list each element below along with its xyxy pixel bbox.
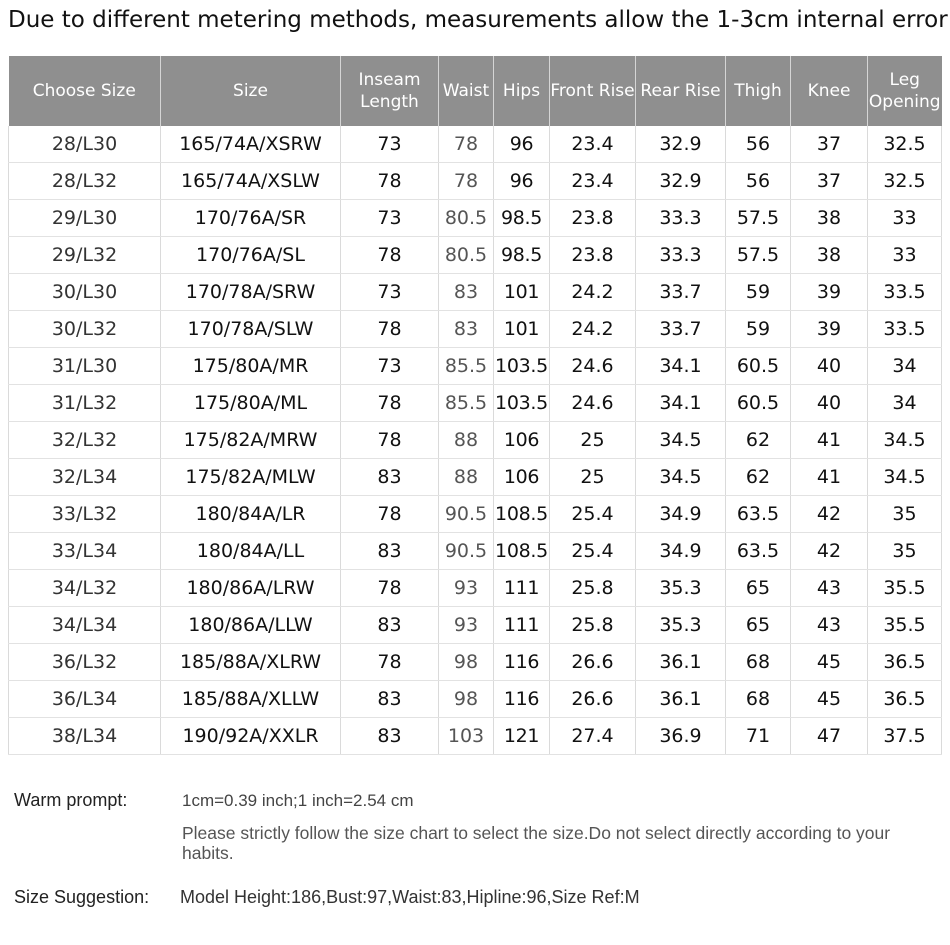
table-row [9, 422, 942, 459]
chart-headline: Due to different metering methods, measurements allow the 1-3cm internal error [8, 7, 948, 33]
cell-waist: 88 [439, 459, 494, 496]
cell-hips: 111 [494, 607, 550, 644]
cell-inseam: 83 [341, 681, 439, 718]
cell-waist: 85.5 [439, 348, 494, 385]
cell-thigh: 65 [726, 607, 791, 644]
cell-knee: 45 [791, 681, 868, 718]
table-row [9, 163, 942, 200]
cell-choose: 32/L32 [9, 422, 161, 459]
cell-waist: 80.5 [439, 237, 494, 274]
cell-choose: 29/L30 [9, 200, 161, 237]
cell-thigh: 57.5 [726, 200, 791, 237]
cell-waist: 80.5 [439, 200, 494, 237]
cell-thigh: 60.5 [726, 348, 791, 385]
cell-front-rise: 23.4 [550, 163, 636, 200]
header-rear-rise: Rear Rise [636, 56, 726, 126]
cell-front-rise: 25.4 [550, 496, 636, 533]
table-row [9, 200, 942, 237]
cell-inseam: 78 [341, 385, 439, 422]
unit-conversion-note: 1cm=0.39 inch;1 inch=2.54 cm [182, 791, 414, 810]
cell-size: 165/74A/XSLW [161, 163, 341, 200]
cell-leg-opening: 35.5 [868, 570, 942, 607]
table-row [9, 496, 942, 533]
cell-choose: 36/L32 [9, 644, 161, 681]
table-row [9, 126, 942, 163]
cell-leg-opening: 33.5 [868, 311, 942, 348]
cell-front-rise: 23.8 [550, 200, 636, 237]
cell-size: 185/88A/XLLW [161, 681, 341, 718]
cell-size: 175/82A/MLW [161, 459, 341, 496]
cell-size: 170/76A/SL [161, 237, 341, 274]
cell-choose: 30/L32 [9, 311, 161, 348]
cell-size: 180/86A/LLW [161, 607, 341, 644]
cell-hips: 103.5 [494, 385, 550, 422]
table-row [9, 274, 942, 311]
cell-knee: 43 [791, 607, 868, 644]
cell-choose: 38/L34 [9, 718, 161, 755]
cell-hips: 108.5 [494, 496, 550, 533]
cell-front-rise: 27.4 [550, 718, 636, 755]
table-row [9, 681, 942, 718]
cell-front-rise: 24.2 [550, 311, 636, 348]
table-body [9, 126, 942, 755]
cell-waist: 78 [439, 163, 494, 200]
table-row [9, 533, 942, 570]
header-hips: Hips [494, 56, 550, 126]
cell-choose: 31/L32 [9, 385, 161, 422]
cell-rear-rise: 33.3 [636, 237, 726, 274]
cell-thigh: 62 [726, 459, 791, 496]
cell-front-rise: 25.8 [550, 607, 636, 644]
cell-leg-opening: 35.5 [868, 607, 942, 644]
cell-inseam: 78 [341, 422, 439, 459]
cell-leg-opening: 33 [868, 200, 942, 237]
cell-waist: 98 [439, 681, 494, 718]
cell-hips: 98.5 [494, 237, 550, 274]
cell-choose: 28/L32 [9, 163, 161, 200]
cell-rear-rise: 34.9 [636, 533, 726, 570]
cell-hips: 96 [494, 126, 550, 163]
table-row [9, 718, 942, 755]
cell-inseam: 73 [341, 274, 439, 311]
cell-front-rise: 25 [550, 459, 636, 496]
cell-size: 180/84A/LR [161, 496, 341, 533]
cell-waist: 93 [439, 570, 494, 607]
cell-knee: 43 [791, 570, 868, 607]
cell-waist: 90.5 [439, 533, 494, 570]
cell-front-rise: 24.2 [550, 274, 636, 311]
cell-rear-rise: 34.5 [636, 422, 726, 459]
header-leg-opening: Leg Opening [868, 56, 942, 126]
cell-knee: 42 [791, 533, 868, 570]
cell-inseam: 78 [341, 644, 439, 681]
cell-size: 170/76A/SR [161, 200, 341, 237]
header-size: Size [161, 56, 341, 126]
table-row [9, 311, 942, 348]
cell-waist: 78 [439, 126, 494, 163]
cell-front-rise: 26.6 [550, 681, 636, 718]
cell-thigh: 65 [726, 570, 791, 607]
cell-hips: 106 [494, 459, 550, 496]
table-row [9, 607, 942, 644]
cell-knee: 40 [791, 385, 868, 422]
cell-thigh: 62 [726, 422, 791, 459]
cell-inseam: 73 [341, 126, 439, 163]
cell-inseam: 78 [341, 311, 439, 348]
cell-hips: 116 [494, 644, 550, 681]
cell-rear-rise: 34.9 [636, 496, 726, 533]
model-measurements: Model Height:186,Bust:97,Waist:83,Hipline:96,Size Ref:M [180, 887, 640, 907]
cell-rear-rise: 34.5 [636, 459, 726, 496]
cell-inseam: 83 [341, 607, 439, 644]
cell-thigh: 57.5 [726, 237, 791, 274]
header-front-rise: Front Rise [550, 56, 636, 126]
cell-hips: 116 [494, 681, 550, 718]
size-chart-table [8, 56, 942, 755]
cell-rear-rise: 34.1 [636, 348, 726, 385]
header-choose-size: Choose Size [9, 56, 161, 126]
cell-knee: 40 [791, 348, 868, 385]
cell-leg-opening: 34 [868, 385, 942, 422]
cell-thigh: 59 [726, 311, 791, 348]
cell-knee: 37 [791, 126, 868, 163]
cell-inseam: 83 [341, 718, 439, 755]
cell-inseam: 78 [341, 570, 439, 607]
cell-knee: 41 [791, 459, 868, 496]
table-row [9, 459, 942, 496]
cell-inseam: 83 [341, 533, 439, 570]
cell-inseam: 73 [341, 200, 439, 237]
cell-knee: 38 [791, 237, 868, 274]
cell-choose: 28/L30 [9, 126, 161, 163]
cell-rear-rise: 35.3 [636, 607, 726, 644]
cell-waist: 103 [439, 718, 494, 755]
cell-size: 180/84A/LL [161, 533, 341, 570]
cell-thigh: 68 [726, 644, 791, 681]
table-row [9, 570, 942, 607]
cell-knee: 39 [791, 311, 868, 348]
cell-rear-rise: 36.9 [636, 718, 726, 755]
cell-waist: 83 [439, 311, 494, 348]
cell-size: 185/88A/XLRW [161, 644, 341, 681]
cell-leg-opening: 37.5 [868, 718, 942, 755]
cell-waist: 98 [439, 644, 494, 681]
cell-leg-opening: 34.5 [868, 459, 942, 496]
cell-size: 175/82A/MRW [161, 422, 341, 459]
cell-size: 170/78A/SRW [161, 274, 341, 311]
header-knee: Knee [791, 56, 868, 126]
cell-choose: 31/L30 [9, 348, 161, 385]
cell-size: 175/80A/MR [161, 348, 341, 385]
cell-choose: 30/L30 [9, 274, 161, 311]
cell-rear-rise: 33.7 [636, 274, 726, 311]
cell-rear-rise: 36.1 [636, 644, 726, 681]
cell-hips: 96 [494, 163, 550, 200]
cell-leg-opening: 36.5 [868, 644, 942, 681]
cell-waist: 90.5 [439, 496, 494, 533]
cell-choose: 36/L34 [9, 681, 161, 718]
cell-inseam: 78 [341, 496, 439, 533]
cell-thigh: 59 [726, 274, 791, 311]
cell-waist: 93 [439, 607, 494, 644]
cell-front-rise: 25 [550, 422, 636, 459]
cell-waist: 88 [439, 422, 494, 459]
cell-size: 190/92A/XXLR [161, 718, 341, 755]
cell-thigh: 60.5 [726, 385, 791, 422]
cell-leg-opening: 32.5 [868, 126, 942, 163]
cell-waist: 85.5 [439, 385, 494, 422]
cell-hips: 111 [494, 570, 550, 607]
cell-choose: 32/L34 [9, 459, 161, 496]
cell-thigh: 71 [726, 718, 791, 755]
cell-rear-rise: 36.1 [636, 681, 726, 718]
warm-prompt-label: Warm prompt: [14, 790, 128, 810]
cell-rear-rise: 32.9 [636, 163, 726, 200]
cell-rear-rise: 33.3 [636, 200, 726, 237]
header-thigh: Thigh [726, 56, 791, 126]
cell-hips: 108.5 [494, 533, 550, 570]
cell-hips: 101 [494, 274, 550, 311]
cell-leg-opening: 35 [868, 496, 942, 533]
cell-knee: 37 [791, 163, 868, 200]
cell-thigh: 68 [726, 681, 791, 718]
size-selection-advice: Please strictly follow the size chart to select the size.Do not select directly according to your habits. [182, 823, 891, 863]
table-row [9, 237, 942, 274]
cell-hips: 98.5 [494, 200, 550, 237]
cell-knee: 38 [791, 200, 868, 237]
cell-hips: 106 [494, 422, 550, 459]
cell-thigh: 63.5 [726, 533, 791, 570]
cell-choose: 34/L34 [9, 607, 161, 644]
cell-front-rise: 26.6 [550, 644, 636, 681]
cell-thigh: 56 [726, 126, 791, 163]
table-row [9, 644, 942, 681]
cell-knee: 45 [791, 644, 868, 681]
cell-leg-opening: 34.5 [868, 422, 942, 459]
cell-thigh: 56 [726, 163, 791, 200]
cell-front-rise: 23.4 [550, 126, 636, 163]
cell-size: 170/78A/SLW [161, 311, 341, 348]
cell-rear-rise: 34.1 [636, 385, 726, 422]
cell-thigh: 63.5 [726, 496, 791, 533]
table-header-row [9, 56, 942, 126]
header-waist: Waist [439, 56, 494, 126]
cell-choose: 33/L32 [9, 496, 161, 533]
cell-front-rise: 24.6 [550, 348, 636, 385]
cell-inseam: 73 [341, 348, 439, 385]
cell-leg-opening: 32.5 [868, 163, 942, 200]
cell-leg-opening: 33 [868, 237, 942, 274]
cell-choose: 34/L32 [9, 570, 161, 607]
cell-size: 175/80A/ML [161, 385, 341, 422]
cell-inseam: 78 [341, 163, 439, 200]
cell-size: 165/74A/XSRW [161, 126, 341, 163]
cell-choose: 29/L32 [9, 237, 161, 274]
cell-rear-rise: 32.9 [636, 126, 726, 163]
cell-knee: 47 [791, 718, 868, 755]
cell-size: 180/86A/LRW [161, 570, 341, 607]
header-inseam-length: Inseam Length [341, 56, 439, 126]
cell-inseam: 78 [341, 237, 439, 274]
cell-front-rise: 23.8 [550, 237, 636, 274]
table-row [9, 348, 942, 385]
cell-leg-opening: 34 [868, 348, 942, 385]
size-suggestion-label: Size Suggestion: [14, 887, 150, 907]
cell-rear-rise: 35.3 [636, 570, 726, 607]
cell-knee: 39 [791, 274, 868, 311]
cell-leg-opening: 36.5 [868, 681, 942, 718]
cell-inseam: 83 [341, 459, 439, 496]
cell-leg-opening: 33.5 [868, 274, 942, 311]
cell-knee: 42 [791, 496, 868, 533]
cell-knee: 41 [791, 422, 868, 459]
cell-rear-rise: 33.7 [636, 311, 726, 348]
cell-front-rise: 24.6 [550, 385, 636, 422]
cell-hips: 101 [494, 311, 550, 348]
cell-waist: 83 [439, 274, 494, 311]
cell-front-rise: 25.4 [550, 533, 636, 570]
cell-leg-opening: 35 [868, 533, 942, 570]
cell-choose: 33/L34 [9, 533, 161, 570]
table-row [9, 385, 942, 422]
cell-front-rise: 25.8 [550, 570, 636, 607]
cell-hips: 121 [494, 718, 550, 755]
cell-hips: 103.5 [494, 348, 550, 385]
